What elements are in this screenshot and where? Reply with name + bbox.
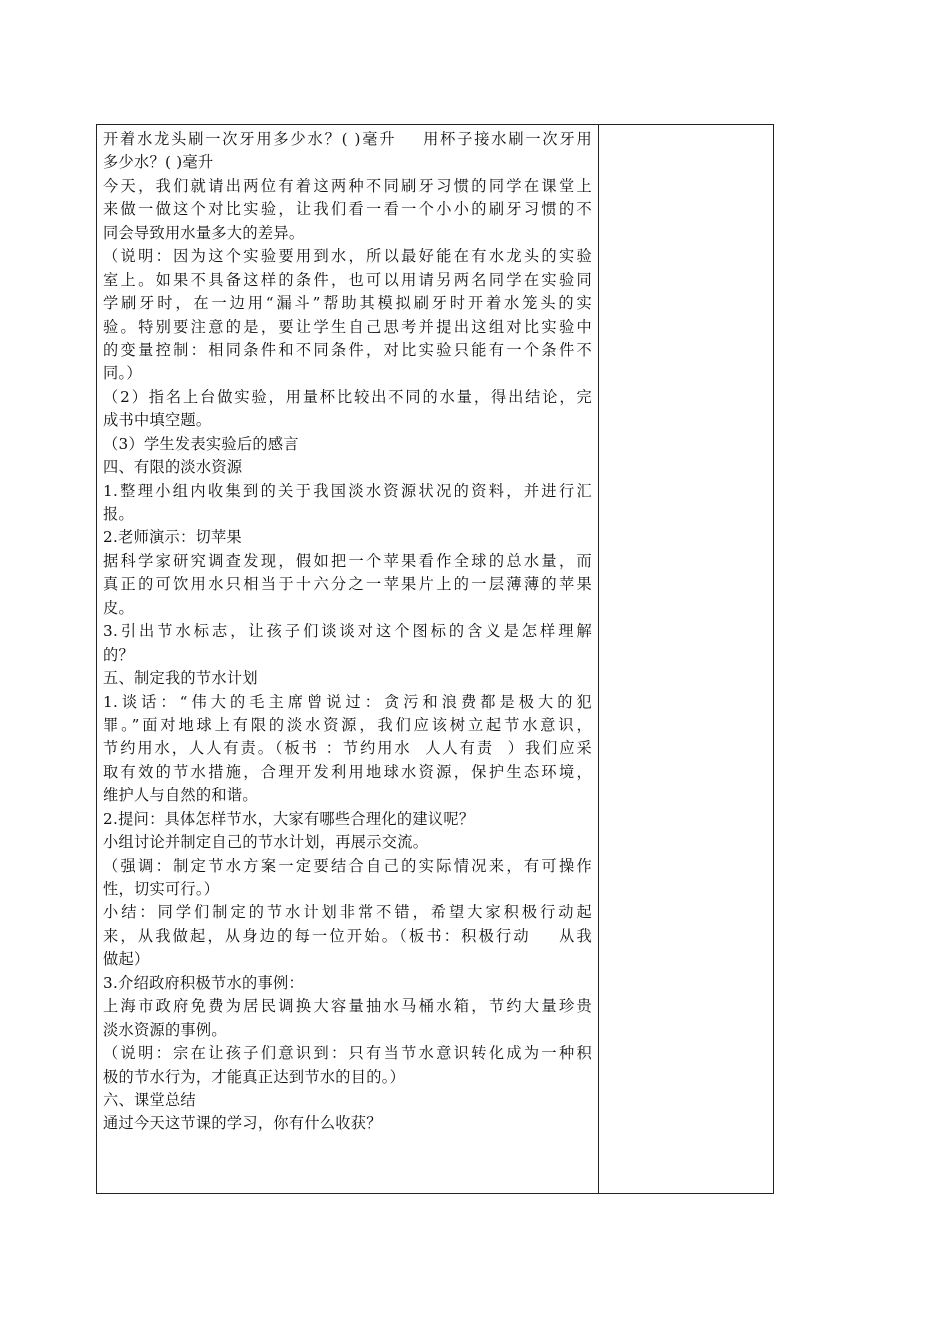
text-line: 做起） xyxy=(103,950,150,969)
text-line: 多少水？( )毫升 xyxy=(103,153,214,172)
text-line: 四、有限的淡水资源 xyxy=(103,458,243,477)
text-line: 来，从我做起，从身边的每一位开始。（板书：积极行动 从我 xyxy=(103,926,592,945)
text-line: （说明：宗在让孩子们意识到：只有当节水意识转化成为一种积 xyxy=(103,1044,592,1063)
text-line: （说明：因为这个实验要用到水，所以最好能在有水龙头的实验 xyxy=(103,247,592,266)
text-line: 1.谈话：“伟大的毛主席曾说过：贪污和浪费都是极大的犯 xyxy=(103,692,592,711)
text-line: 的变量控制：相同条件和不同条件，对比实验只能有一个条件不 xyxy=(103,340,592,359)
text-line: 3.介绍政府积极节水的事例： xyxy=(103,973,304,992)
text-line: 室上。如果不具备这样的条件，也可以用请另两名同学在实验同 xyxy=(103,270,592,289)
text-line: 验。特别要注意的是，要让学生自己思考并提出这组对比实验中 xyxy=(103,317,592,336)
text-line: 皮。 xyxy=(103,598,134,617)
text-line: 六、课堂总结 xyxy=(103,1090,196,1109)
text-line: 通过今天这节课的学习，你有什么收获？ xyxy=(103,1114,382,1133)
text-line: 的？ xyxy=(103,645,134,664)
text-line: 2.提问：具体怎样节水，大家有哪些合理化的建议呢？ xyxy=(103,809,475,828)
text-line: 小结：同学们制定的节水计划非常不错，希望大家积极行动起 xyxy=(103,903,592,922)
text-line: 极的节水行为，才能真正达到节水的目的。） xyxy=(103,1067,406,1086)
text-line: 1.整理小组内收集到的关于我国淡水资源状况的资料，并进行汇 xyxy=(103,481,592,500)
text-line: 真正的可饮用水只相当于十六分之一苹果片上的一层薄薄的苹果 xyxy=(103,575,592,594)
text-line: 节约用水，人人有责。（板书 ：节约用水 人人有责 ）我们应采 xyxy=(103,739,592,758)
text-line: 2.老师演示：切苹果 xyxy=(103,528,242,547)
lesson-plan-table xyxy=(96,124,774,1194)
text-line: 3.引出节水标志，让孩子们谈谈对这个图标的含义是怎样理解 xyxy=(103,622,592,641)
notes-cell xyxy=(599,125,773,1193)
text-line: 来做一做这个对比实验，让我们看一看一个小小的刷牙习惯的不 xyxy=(103,200,592,219)
text-line: 同。） xyxy=(103,364,142,383)
text-line: 今天，我们就请出两位有着这两种不同刷牙习惯的同学在课堂上 xyxy=(103,176,592,195)
text-line: 五、制定我的节水计划 xyxy=(103,669,258,688)
text-line: 据科学家研究调查发现，假如把一个苹果看作全球的总水量，而 xyxy=(103,551,592,570)
text-line: 淡水资源的事例。 xyxy=(103,1020,227,1039)
text-line: （强调：制定节水方案一定要结合自己的实际情况来，有可操作 xyxy=(103,856,592,875)
text-line: 成书中填空题。 xyxy=(103,411,212,430)
text-line: （2）指名上台做实验，用量杯比较出不同的水量，得出结论，完 xyxy=(103,387,592,406)
text-line: 同会导致用水量多大的差异。 xyxy=(103,223,305,242)
lesson-content-cell xyxy=(97,125,599,1193)
text-line: 报。 xyxy=(103,505,134,523)
text-line: 性，切实可行。） xyxy=(103,880,220,898)
text-line: 维护人与自然的和谐。 xyxy=(103,786,258,805)
text-line: 学刷牙时，在一边用“漏斗”帮助其模拟刷牙时开着水笼头的实 xyxy=(103,294,592,313)
text-line: 小组讨论并制定自己的节水计划，再展示交流。 xyxy=(103,833,429,852)
text-line: 取有效的节水措施，合理开发利用地球水资源，保护生态环境， xyxy=(103,762,592,781)
text-line: （3）学生发表实验后的感言 xyxy=(103,434,299,453)
text-line: 罪。”面对地球上有限的淡水资源，我们应该树立起节水意识， xyxy=(103,715,592,734)
text-line: 上海市政府免费为居民调换大容量抽水马桶水箱，节约大量珍贵 xyxy=(103,997,592,1016)
text-line: 开着水龙头刷一次牙用多少水？( )毫升 用杯子接水刷一次牙用 xyxy=(103,130,592,148)
